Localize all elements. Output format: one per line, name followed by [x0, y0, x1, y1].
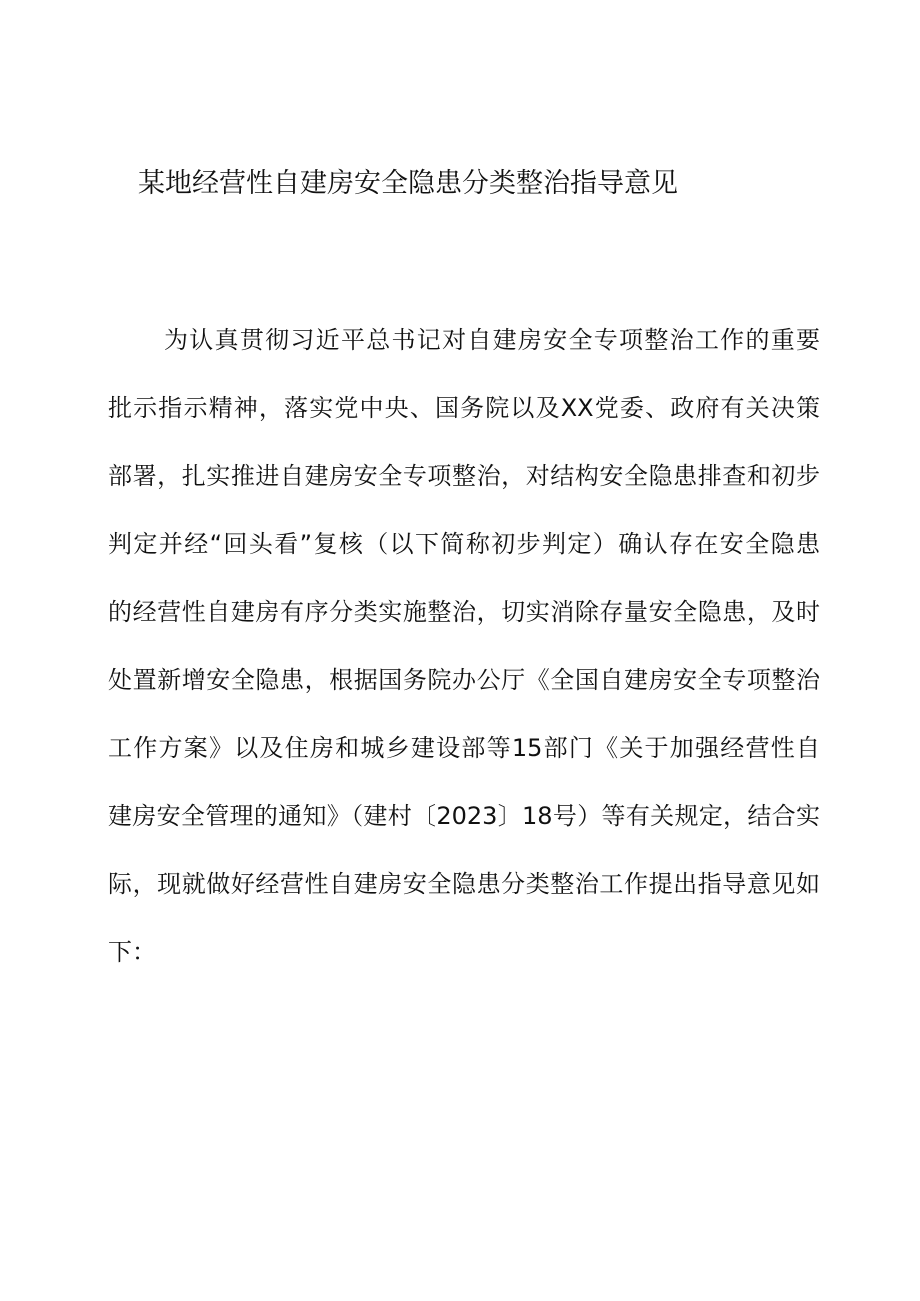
- paragraph-line: 批示指示精神，落实党中央、国务院以及XX党委、政府有关决策: [108, 394, 820, 422]
- paragraph-line: 建房安全管理的通知》（建村〔2023〕18号）等有关规定，结合实: [108, 802, 820, 830]
- paragraph-line: 为认真贯彻习近平总书记对自建房安全专项整治工作的重要: [164, 326, 820, 354]
- paragraph-line: 下：: [108, 938, 156, 966]
- intro-paragraph: [108, 306, 820, 986]
- paragraph-line: 判定并经“回头看”复核（以下简称初步判定）确认存在安全隐患: [108, 530, 820, 558]
- paragraph-line: 工作方案》以及住房和城乡建设部等15部门《关于加强经营性自: [108, 734, 820, 762]
- paragraph-line: 际，现就做好经营性自建房安全隐患分类整治工作提出指导意见如: [108, 870, 820, 898]
- paragraph-line: 部署，扎实推进自建房安全专项整治，对结构安全隐患排查和初步: [108, 462, 820, 490]
- paragraph-line: 处置新增安全隐患，根据国务院办公厅《全国自建房安全专项整治: [108, 666, 820, 694]
- paragraph-line: 的经营性自建房有序分类实施整治，切实消除存量安全隐患，及时: [108, 598, 820, 626]
- document-title: 某地经营性自建房安全隐患分类整治指导意见: [138, 168, 678, 199]
